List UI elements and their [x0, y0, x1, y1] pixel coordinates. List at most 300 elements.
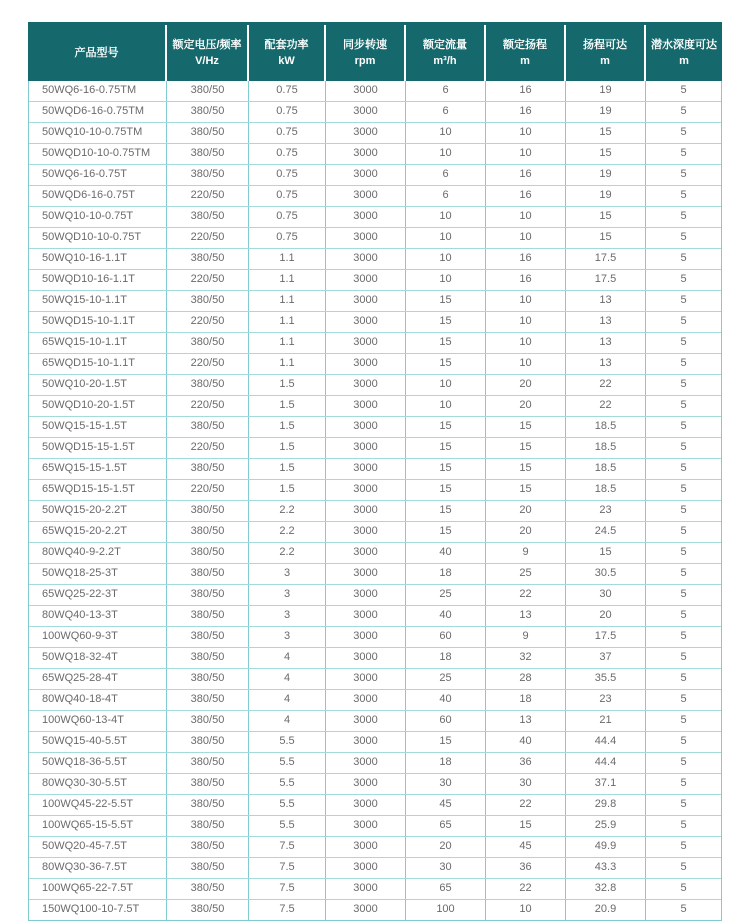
value-cell: 5: [645, 396, 721, 416]
value-cell: 60: [405, 711, 485, 731]
header-cell-1: [165, 25, 247, 81]
header-unit: m: [600, 54, 610, 67]
value-cell: 16: [485, 270, 565, 290]
value-cell: 15: [405, 480, 485, 500]
value-cell: 16: [485, 186, 565, 206]
value-cell: 35.5: [565, 669, 645, 689]
value-cell: 3000: [325, 774, 405, 794]
value-cell: 380/50: [166, 627, 248, 647]
value-cell: 3: [248, 606, 325, 626]
value-cell: 380/50: [166, 711, 248, 731]
value-cell: 3000: [325, 144, 405, 164]
value-cell: 5: [645, 711, 721, 731]
value-cell: 15: [405, 501, 485, 521]
header-title: 同步转速: [343, 38, 387, 51]
table-row: [29, 668, 721, 689]
value-cell: 5: [645, 270, 721, 290]
model-cell: 80WQ40-13-3T: [42, 609, 118, 621]
value-cell: 10: [485, 312, 565, 332]
value-cell: 3000: [325, 501, 405, 521]
header-unit: m: [520, 54, 530, 67]
value-cell: 15: [485, 438, 565, 458]
value-cell: 7.5: [248, 837, 325, 857]
value-cell: 4: [248, 690, 325, 710]
value-cell: 10: [485, 291, 565, 311]
value-cell: 6: [405, 186, 485, 206]
table-row: [29, 479, 721, 500]
value-cell: 3000: [325, 858, 405, 878]
value-cell: 5: [645, 123, 721, 143]
value-cell: 5: [645, 501, 721, 521]
value-cell: 3000: [325, 585, 405, 605]
value-cell: 7.5: [248, 879, 325, 899]
model-cell: 100WQ60-13-4T: [42, 714, 124, 726]
value-cell: 5: [645, 648, 721, 668]
value-cell: 5: [645, 543, 721, 563]
value-cell: 15: [565, 144, 645, 164]
value-cell: 1.1: [248, 312, 325, 332]
value-cell: 5: [645, 900, 721, 920]
table-row: [29, 521, 721, 542]
value-cell: 5: [645, 144, 721, 164]
model-cell: 50WQD10-10-0.75T: [42, 231, 142, 243]
value-cell: 3: [248, 585, 325, 605]
value-cell: 15: [405, 522, 485, 542]
table-row: [29, 710, 721, 731]
value-cell: 25: [485, 564, 565, 584]
value-cell: 10: [405, 375, 485, 395]
value-cell: 5: [645, 186, 721, 206]
value-cell: 5: [645, 333, 721, 353]
value-cell: 380/50: [166, 648, 248, 668]
table-row: [29, 395, 721, 416]
value-cell: 7.5: [248, 900, 325, 920]
header-cell-6: [564, 25, 644, 81]
model-cell: 50WQ18-25-3T: [42, 567, 118, 579]
value-cell: 3000: [325, 732, 405, 752]
value-cell: 3000: [325, 480, 405, 500]
value-cell: 0.75: [248, 165, 325, 185]
value-cell: 380/50: [166, 81, 248, 101]
value-cell: 13: [565, 354, 645, 374]
value-cell: 220/50: [166, 270, 248, 290]
value-cell: 0.75: [248, 144, 325, 164]
value-cell: 3000: [325, 291, 405, 311]
model-cell: 65WQ25-22-3T: [42, 588, 118, 600]
table-row: [29, 353, 721, 374]
value-cell: 3000: [325, 459, 405, 479]
header-unit: rpm: [354, 54, 376, 67]
value-cell: 3000: [325, 627, 405, 647]
value-cell: 3000: [325, 270, 405, 290]
value-cell: 380/50: [166, 606, 248, 626]
value-cell: 3000: [325, 165, 405, 185]
value-cell: 220/50: [166, 312, 248, 332]
value-cell: 220/50: [166, 480, 248, 500]
value-cell: 10: [485, 123, 565, 143]
value-cell: 380/50: [166, 249, 248, 269]
value-cell: 15: [405, 312, 485, 332]
value-cell: 6: [405, 102, 485, 122]
value-cell: 13: [485, 711, 565, 731]
value-cell: 15: [485, 459, 565, 479]
value-cell: 5: [645, 228, 721, 248]
value-cell: 40: [405, 606, 485, 626]
value-cell: 380/50: [166, 774, 248, 794]
table-row: [29, 878, 721, 899]
model-cell: 50WQD10-10-0.75TM: [42, 147, 151, 159]
table-row: [29, 416, 721, 437]
value-cell: 5: [645, 690, 721, 710]
value-cell: 5: [645, 480, 721, 500]
value-cell: 3000: [325, 438, 405, 458]
value-cell: 10: [485, 228, 565, 248]
value-cell: 25.9: [565, 816, 645, 836]
value-cell: 5: [645, 438, 721, 458]
table-row: [29, 143, 721, 164]
value-cell: 380/50: [166, 816, 248, 836]
value-cell: 16: [485, 165, 565, 185]
value-cell: 15: [405, 438, 485, 458]
value-cell: 0.75: [248, 207, 325, 227]
value-cell: 3000: [325, 564, 405, 584]
value-cell: 18.5: [565, 480, 645, 500]
header-title: 额定电压/频率: [172, 38, 242, 51]
value-cell: 40: [485, 732, 565, 752]
value-cell: 13: [565, 291, 645, 311]
value-cell: 1.1: [248, 291, 325, 311]
value-cell: 30: [565, 585, 645, 605]
header-title: 额定流量: [423, 38, 467, 51]
value-cell: 3000: [325, 648, 405, 668]
value-cell: 25: [405, 585, 485, 605]
value-cell: 24.5: [565, 522, 645, 542]
value-cell: 15: [565, 228, 645, 248]
value-cell: 3000: [325, 879, 405, 899]
value-cell: 0.75: [248, 186, 325, 206]
value-cell: 65: [405, 879, 485, 899]
value-cell: 10: [485, 900, 565, 920]
model-cell: 50WQ10-20-1.5T: [42, 378, 127, 390]
table-row: [29, 689, 721, 710]
value-cell: 5: [645, 627, 721, 647]
value-cell: 17.5: [565, 627, 645, 647]
value-cell: 380/50: [166, 522, 248, 542]
header-unit: m: [679, 54, 689, 67]
value-cell: 15: [565, 543, 645, 563]
value-cell: 20: [485, 396, 565, 416]
value-cell: 380/50: [166, 123, 248, 143]
value-cell: 30: [485, 774, 565, 794]
value-cell: 43.3: [565, 858, 645, 878]
value-cell: 220/50: [166, 354, 248, 374]
value-cell: 30: [405, 774, 485, 794]
model-cell: 65WQ15-15-1.5T: [42, 462, 127, 474]
value-cell: 220/50: [166, 228, 248, 248]
value-cell: 9: [485, 627, 565, 647]
header-title: 潜水深度可达: [651, 38, 717, 51]
value-cell: 40: [405, 543, 485, 563]
table-body: [28, 81, 722, 921]
value-cell: 5: [645, 291, 721, 311]
value-cell: 220/50: [166, 396, 248, 416]
value-cell: 15: [565, 123, 645, 143]
value-cell: 5: [645, 522, 721, 542]
table-row: [29, 185, 721, 206]
value-cell: 19: [565, 102, 645, 122]
value-cell: 20.9: [565, 900, 645, 920]
value-cell: 0.75: [248, 123, 325, 143]
value-cell: 380/50: [166, 291, 248, 311]
value-cell: 4: [248, 711, 325, 731]
table-row: [29, 206, 721, 227]
model-cell: 100WQ65-22-7.5T: [42, 882, 134, 894]
value-cell: 3000: [325, 669, 405, 689]
value-cell: 10: [485, 144, 565, 164]
table-row: [29, 437, 721, 458]
value-cell: 0.75: [248, 102, 325, 122]
value-cell: 3000: [325, 690, 405, 710]
value-cell: 10: [485, 354, 565, 374]
value-cell: 4: [248, 648, 325, 668]
value-cell: 20: [565, 606, 645, 626]
table-row: [29, 122, 721, 143]
value-cell: 15: [485, 417, 565, 437]
value-cell: 15: [485, 480, 565, 500]
value-cell: 3000: [325, 753, 405, 773]
value-cell: 380/50: [166, 102, 248, 122]
value-cell: 380/50: [166, 207, 248, 227]
table-row: [29, 815, 721, 836]
value-cell: 220/50: [166, 438, 248, 458]
value-cell: 9: [485, 543, 565, 563]
value-cell: 10: [405, 228, 485, 248]
model-cell: 50WQ15-40-5.5T: [42, 735, 127, 747]
value-cell: 5: [645, 732, 721, 752]
model-cell: 50WQ6-16-0.75TM: [42, 84, 137, 96]
value-cell: 36: [485, 753, 565, 773]
value-cell: 380/50: [166, 501, 248, 521]
table-row: [29, 269, 721, 290]
value-cell: 15: [405, 354, 485, 374]
value-cell: 5: [645, 459, 721, 479]
header-title: 额定扬程: [503, 38, 547, 51]
value-cell: 0.75: [248, 81, 325, 101]
value-cell: 380/50: [166, 375, 248, 395]
value-cell: 380/50: [166, 144, 248, 164]
model-cell: 50WQ10-10-0.75T: [42, 210, 134, 222]
header-unit: m³/h: [433, 54, 457, 67]
model-cell: 65WQ25-28-4T: [42, 672, 118, 684]
table-row: [29, 773, 721, 794]
model-cell: 50WQD15-15-1.5T: [42, 441, 135, 453]
value-cell: 5.5: [248, 795, 325, 815]
table-row: [29, 836, 721, 857]
model-cell: 50WQ10-16-1.1T: [42, 252, 127, 264]
value-cell: 6: [405, 165, 485, 185]
value-cell: 380/50: [166, 879, 248, 899]
value-cell: 17.5: [565, 249, 645, 269]
value-cell: 3000: [325, 816, 405, 836]
value-cell: 5: [645, 375, 721, 395]
value-cell: 23: [565, 501, 645, 521]
value-cell: 3000: [325, 375, 405, 395]
header-title: 扬程可达: [583, 38, 627, 51]
value-cell: 1.5: [248, 396, 325, 416]
table-row: [29, 794, 721, 815]
value-cell: 20: [485, 522, 565, 542]
value-cell: 44.4: [565, 732, 645, 752]
value-cell: 1.5: [248, 438, 325, 458]
value-cell: 1.5: [248, 375, 325, 395]
header-cell-5: [484, 25, 564, 81]
value-cell: 4: [248, 669, 325, 689]
table-row: [29, 752, 721, 773]
value-cell: 5: [645, 795, 721, 815]
header-cell-2: [247, 25, 324, 81]
model-cell: 50WQD6-16-0.75TM: [42, 105, 145, 117]
value-cell: 5: [645, 417, 721, 437]
table-header-row: [28, 22, 722, 81]
value-cell: 220/50: [166, 186, 248, 206]
value-cell: 3000: [325, 711, 405, 731]
value-cell: 32.8: [565, 879, 645, 899]
value-cell: 380/50: [166, 690, 248, 710]
value-cell: 5: [645, 774, 721, 794]
model-cell: 50WQD6-16-0.75T: [42, 189, 135, 201]
value-cell: 10: [485, 333, 565, 353]
value-cell: 22: [565, 396, 645, 416]
value-cell: 15: [405, 291, 485, 311]
value-cell: 3000: [325, 522, 405, 542]
value-cell: 380/50: [166, 732, 248, 752]
value-cell: 380/50: [166, 585, 248, 605]
model-cell: 80WQ40-18-4T: [42, 693, 118, 705]
value-cell: 5: [645, 312, 721, 332]
value-cell: 19: [565, 81, 645, 101]
value-cell: 5: [645, 753, 721, 773]
table-row: [29, 164, 721, 185]
value-cell: 32: [485, 648, 565, 668]
value-cell: 5: [645, 102, 721, 122]
value-cell: 15: [565, 207, 645, 227]
value-cell: 16: [485, 102, 565, 122]
model-cell: 50WQ20-45-7.5T: [42, 840, 127, 852]
value-cell: 3000: [325, 417, 405, 437]
model-cell: 50WQ15-20-2.2T: [42, 504, 127, 516]
value-cell: 30.5: [565, 564, 645, 584]
value-cell: 49.9: [565, 837, 645, 857]
value-cell: 3000: [325, 900, 405, 920]
value-cell: 18: [485, 690, 565, 710]
value-cell: 10: [405, 207, 485, 227]
value-cell: 3000: [325, 81, 405, 101]
value-cell: 5: [645, 669, 721, 689]
value-cell: 15: [405, 732, 485, 752]
value-cell: 45: [485, 837, 565, 857]
value-cell: 36: [485, 858, 565, 878]
value-cell: 10: [405, 249, 485, 269]
value-cell: 7.5: [248, 858, 325, 878]
value-cell: 5: [645, 81, 721, 101]
value-cell: 21: [565, 711, 645, 731]
value-cell: 22: [485, 879, 565, 899]
table-row: [29, 731, 721, 752]
value-cell: 5: [645, 207, 721, 227]
header-cell-4: [404, 25, 484, 81]
header-unit: kW: [278, 54, 295, 67]
value-cell: 1.5: [248, 459, 325, 479]
value-cell: 2.2: [248, 501, 325, 521]
value-cell: 10: [405, 396, 485, 416]
value-cell: 45: [405, 795, 485, 815]
model-cell: 150WQ100-10-7.5T: [42, 903, 140, 915]
table-row: [29, 857, 721, 878]
value-cell: 380/50: [166, 564, 248, 584]
model-cell: 50WQD10-20-1.5T: [42, 399, 135, 411]
value-cell: 22: [485, 795, 565, 815]
value-cell: 15: [405, 333, 485, 353]
pump-spec-table: [28, 22, 722, 921]
value-cell: 37.1: [565, 774, 645, 794]
value-cell: 5.5: [248, 732, 325, 752]
value-cell: 19: [565, 165, 645, 185]
table-row: [29, 542, 721, 563]
value-cell: 3: [248, 564, 325, 584]
model-cell: 65WQ15-10-1.1T: [42, 336, 127, 348]
model-cell: 50WQD10-16-1.1T: [42, 273, 135, 285]
value-cell: 23: [565, 690, 645, 710]
header-title: 产品型号: [74, 46, 119, 59]
value-cell: 3000: [325, 543, 405, 563]
value-cell: 5.5: [248, 753, 325, 773]
table-row: [29, 374, 721, 395]
value-cell: 15: [485, 816, 565, 836]
value-cell: 20: [405, 837, 485, 857]
model-cell: 65WQ15-20-2.2T: [42, 525, 127, 537]
value-cell: 5.5: [248, 774, 325, 794]
value-cell: 22: [565, 375, 645, 395]
model-cell: 50WQ15-15-1.5T: [42, 420, 127, 432]
value-cell: 1.1: [248, 249, 325, 269]
model-cell: 50WQ10-10-0.75TM: [42, 126, 143, 138]
value-cell: 18: [405, 753, 485, 773]
value-cell: 380/50: [166, 165, 248, 185]
value-cell: 3000: [325, 312, 405, 332]
value-cell: 19: [565, 186, 645, 206]
value-cell: 37: [565, 648, 645, 668]
value-cell: 6: [405, 81, 485, 101]
value-cell: 0.75: [248, 228, 325, 248]
header-cell-7: [644, 25, 722, 81]
model-cell: 100WQ65-15-5.5T: [42, 819, 134, 831]
value-cell: 3000: [325, 186, 405, 206]
model-cell: 100WQ60-9-3T: [42, 630, 118, 642]
value-cell: 13: [565, 333, 645, 353]
value-cell: 28: [485, 669, 565, 689]
value-cell: 10: [405, 270, 485, 290]
value-cell: 3000: [325, 228, 405, 248]
value-cell: 2.2: [248, 522, 325, 542]
value-cell: 18.5: [565, 417, 645, 437]
table-row: [29, 101, 721, 122]
table-row: [29, 647, 721, 668]
value-cell: 18.5: [565, 438, 645, 458]
value-cell: 2.2: [248, 543, 325, 563]
value-cell: 65: [405, 816, 485, 836]
value-cell: 17.5: [565, 270, 645, 290]
value-cell: 20: [485, 501, 565, 521]
